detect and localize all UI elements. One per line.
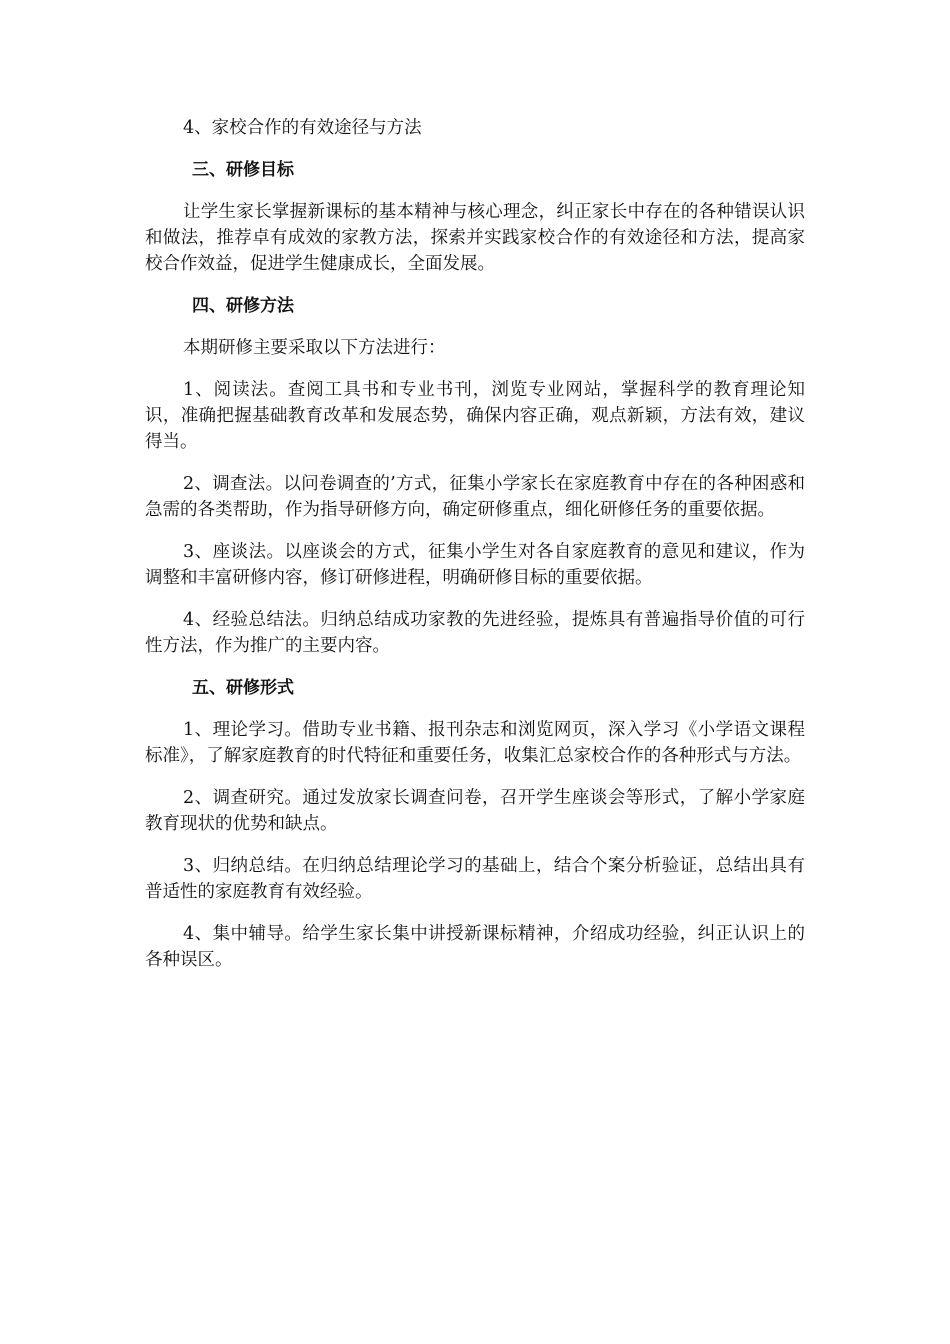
heading-research-methods: 四、研修方法 [192,296,294,316]
paragraph-form-guidance: 4、集中辅导。给学生家长集中讲授新课标精神，介绍成功经验，纠正认识上的各种误区。 [145,924,805,970]
heading-research-forms: 五、研修形式 [192,678,294,698]
heading-research-goals: 三、研修目标 [192,160,294,180]
paragraph-method-survey: 2、调查法。以问卷调查的’方式，征集小学家长在家庭教育中存在的各种困惑和急需的各类帮助，作为指导研修方向，确定研修重点，细化研修任务的重要依据。 [145,474,805,520]
paragraph-form-research: 2、调查研究。通过发放家长调查问卷，召开学生座谈会等形式，了解小学家庭教育现状的优势和缺点。 [145,788,805,834]
paragraph-approach-4: 4、家校合作的有效途径与方法 [183,118,422,138]
paragraph-method-experience: 4、经验总结法。归纳总结成功家教的先进经验，提炼具有普遍指导价值的可行性方法，作为推广的主要内容。 [145,610,805,656]
paragraph-method-reading: 1、阅读法。查阅工具书和专业书刊，浏览专业网站，掌握科学的教育理论知识，准确把握基础教育改革和发展态势，确保内容正确，观点新颖，方法有效，建议得当。 [145,380,805,452]
paragraph-form-theory: 1、理论学习。借助专业书籍、报刊杂志和浏览网页，深入学习《小学语文课程标准》，了解家庭教育的时代特征和重要任务，收集汇总家校合作的各种形式与方法。 [145,720,805,766]
paragraph-goals: 让学生家长掌握新课标的基本精神与核心理念，纠正家长中存在的各种错误认识和做法，推荐卓有成效的家教方法，探索并实践家校合作的有效途径和方法，提高家校合作效益，促进学生健康成长，全面发展。 [145,202,805,274]
paragraph-form-summary: 3、归纳总结。在归纳总结理论学习的基础上，结合个案分析验证，总结出具有普适性的家庭教育有效经验。 [145,856,805,902]
paragraph-method-discussion: 3、座谈法。以座谈会的方式，征集小学生对各自家庭教育的意见和建议，作为调整和丰富研修内容，修订研修进程，明确研修目标的重要依据。 [145,542,805,588]
paragraph-methods-intro: 本期研修主要采取以下方法进行： [183,338,446,358]
document-body [145,115,805,989]
